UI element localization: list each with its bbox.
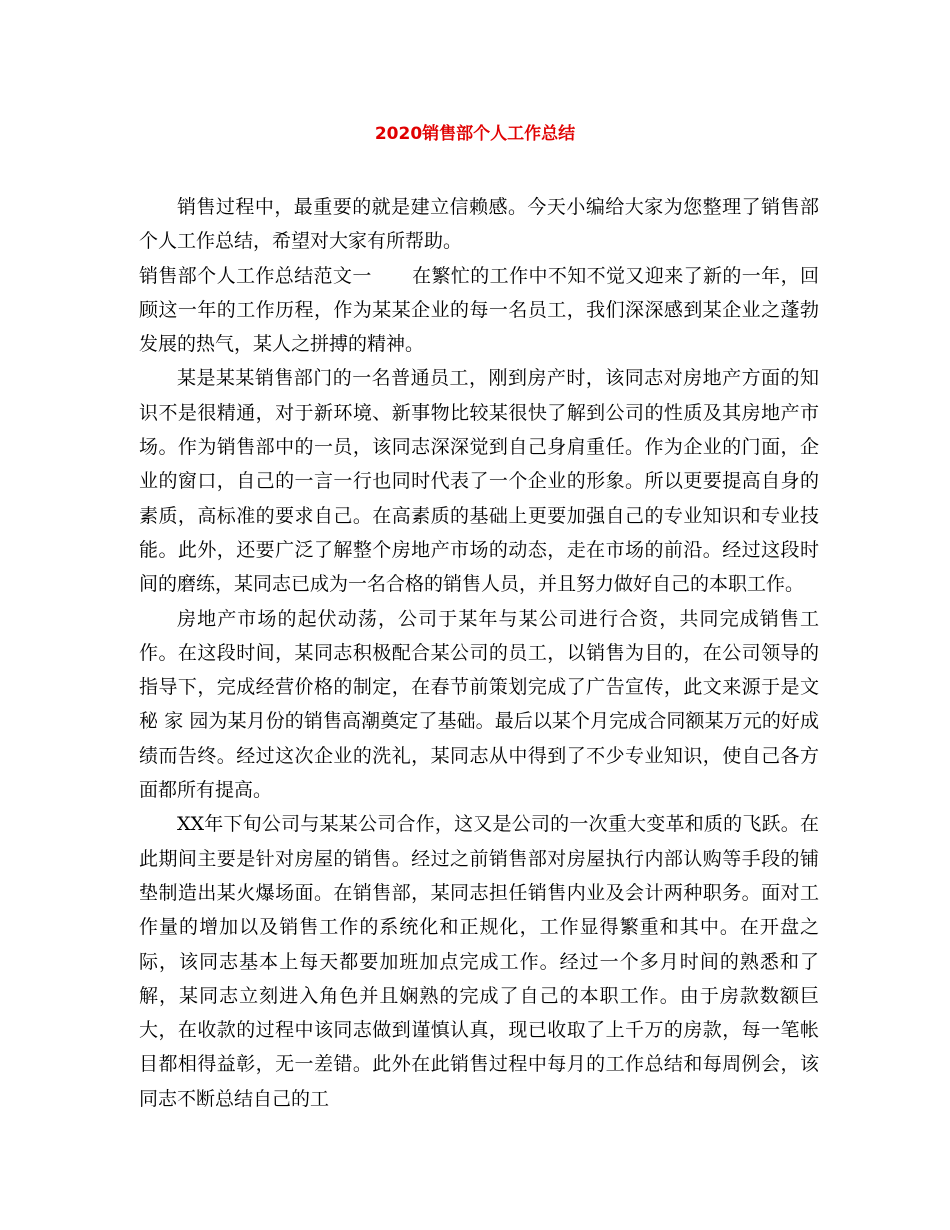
document-body <box>139 190 819 1116</box>
body-paragraph-4: XX年下旬公司与某某公司合作，这又是公司的一次重大变革和质的飞跃。在此期间主要是针对房屋的销售。经过之前销售部对房屋执行内部认购等手段的铺垫制造出某火爆场面。在销售部，某同志担任销售内业及会计两种职务。面对工作量的增加以及销售工作的系统化和正规化，工作显得繁重和其中。在开盘之际，该同志基本上每天都要加班加点完成工作。经过一个多月时间的熟悉和了解，某同志立刻进入角色并且娴熟的完成了自己的本职工作。由于房款数额巨大，在收款的过程中该同志做到谨慎认真，现已收取了上千万的房款，每一笔帐目都相得益彰，无一差错。此外在此销售过程中每月的工作总结和每周例会，该同志不断总结自己的工 <box>139 813 819 1110</box>
section-paragraph <box>139 259 819 362</box>
intro-paragraph: 销售过程中，最重要的就是建立信赖感。今天小编给大家为您整理了销售部个人工作总结，希望对大家有所帮助。 <box>139 196 819 253</box>
section-first-text: 在繁忙的工作中不知不觉又迎来了新的一年，回顾这一年的工作历程，作为某某企业的每一名员工，我们深深感到某企业之蓬勃发展的热气，某人之拼搏的精神。 <box>139 264 819 356</box>
body-paragraph-2: 某是某某销售部门的一名普通员工，刚到房产时，该同志对房地产方面的知识不是很精通，对于新环境、新事物比较某很快了解到公司的性质及其房地产市场。作为销售部中的一员，该同志深深觉到自己身肩重任。作为企业的门面，企业的窗口，自己的一言一行也同时代表了一个企业的形象。所以更要提高自身的素质，高标准的要求自己。在高素质的基础上更要加强自己的专业知识和专业技能。此外，还要广泛了解整个房地产市场的动态，走在市场的前沿。经过这段时间的磨练，某同志已成为一名合格的销售人员，并且努力做好自己的本职工作。 <box>139 367 819 596</box>
section-heading: 销售部个人工作总结范文一 <box>139 264 372 287</box>
body-paragraph-3: 房地产市场的起伏动荡，公司于某年与某公司进行合资，共同完成销售工作。在这段时间，某同志积极配合某公司的员工，以销售为目的，在公司领导的指导下，完成经营价格的制定，在春节前策划完成了广告宣传，此文来源于是文 秘 家 园为某月份的销售高潮奠定了基础。最后以某个月完成合同额某万元的好成绩而告终。经过这次企业的洗礼，某同志从中得到了不少专业知识，使自己各方面都所有提高。 <box>139 607 819 802</box>
document-title: 2020销售部个人工作总结 <box>374 124 576 144</box>
